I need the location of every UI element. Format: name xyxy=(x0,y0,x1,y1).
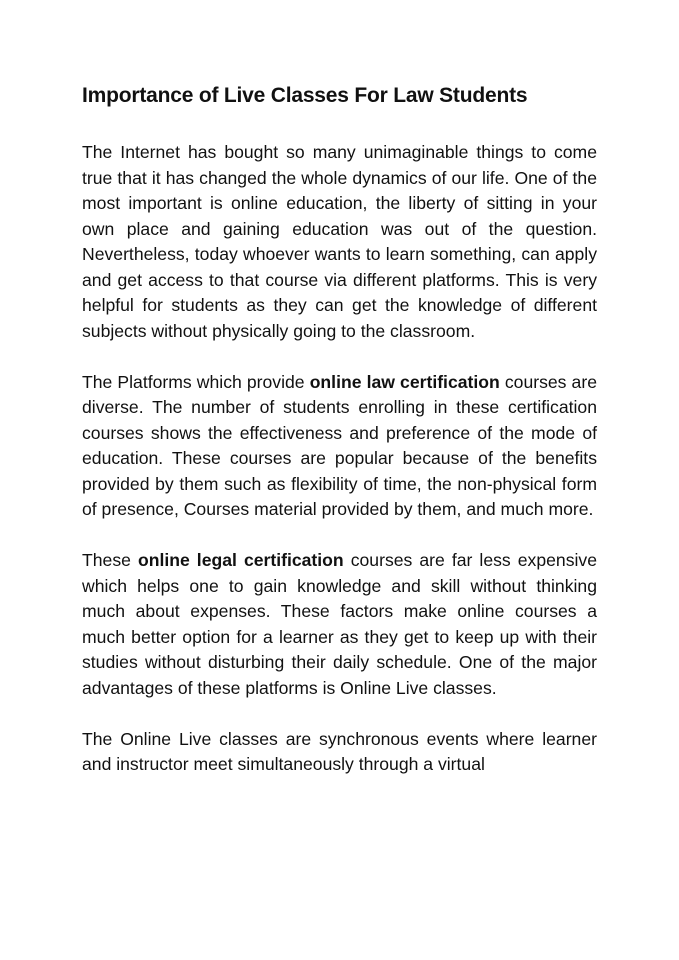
paragraph-2 xyxy=(82,370,597,523)
paragraph-3-text-start: These xyxy=(82,550,138,570)
paragraph-2-text-end: courses are diverse. The number of students enrolling in these certification courses shows the effectiveness and preference of the mode of education. These courses are popular because of the benefits provided by them such as flexibility of time, the non-physical form of presence, Courses material provided by them, and much more. xyxy=(82,371,597,519)
paragraph-1: The Internet has bought so many unimaginable things to come true that it has changed the whole dynamics of our life. One of the most important is online education, the liberty of sitting in your own place and gaining education was out of the question. Nevertheless, today whoever wants to learn something, can apply and get access to that course via different platforms. This is very helpful for students as they can get the knowledge of different subjects without physically going to the classroom. xyxy=(82,142,597,341)
bold-phrase-online-law-certification: online law certification xyxy=(309,371,500,392)
paragraph-2-text-start: The Platforms which provide xyxy=(82,371,310,392)
paragraph-3-text-end: courses are far less expensive which helps one to gain knowledge and skill without thinking much about expenses. These factors make online courses a much better option for a learner as they get to keep up with their studies without disturbing their daily schedule. One of the major advantages of these platforms is Online Live classes. xyxy=(82,550,597,698)
paragraph-3 xyxy=(82,548,597,701)
document-title: Importance of Live Classes For Law Students xyxy=(82,84,528,107)
paragraph-4: The Online Live classes are synchronous events where learner and instructor meet simultaneously through a virtual xyxy=(82,728,597,774)
bold-phrase-online-legal-certification: online legal certification xyxy=(137,550,344,570)
document-body xyxy=(82,80,597,803)
